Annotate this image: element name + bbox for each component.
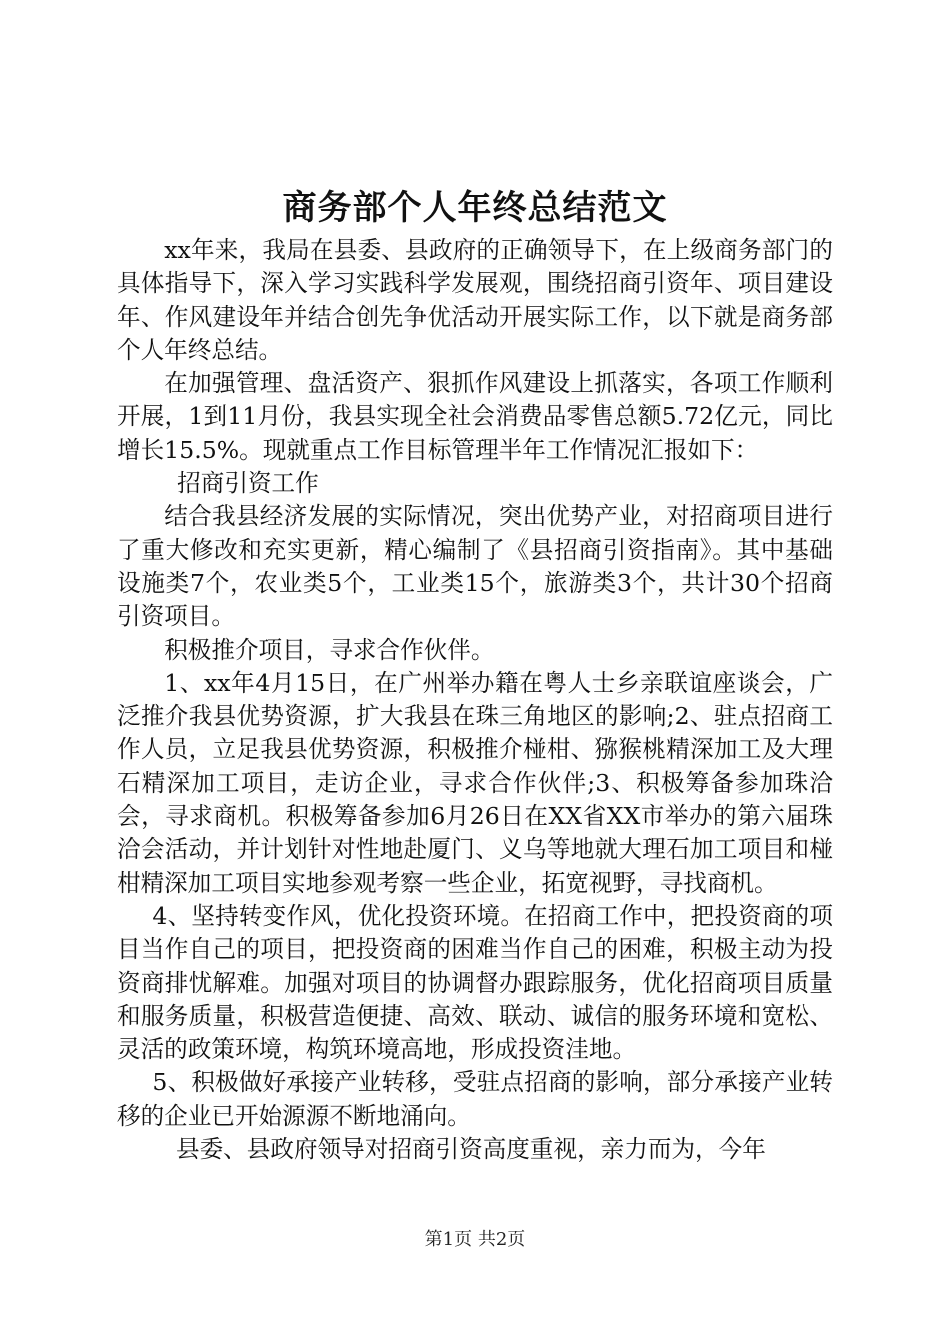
section-heading-investment: 招商引资工作 — [177, 469, 319, 498]
paragraph-intro: xx年来，我局在县委、县政府的正确领导下，在上级商务部门的具体指导下，深入学习实践科学发展观，围绕招商引资年、项目建设年、作风建设年并结合创先争优活动开展实际工作，以下就是商务部个人年终总结。 — [117, 236, 833, 364]
document-body — [117, 234, 833, 1166]
paragraph-investment-guide: 结合我县经济发展的实际情况，突出优势产业，对招商项目进行了重大修改和充实更新，精心编制了《县招商引资指南》。其中基础设施类7个，农业类5个，工业类15个，旅游类3个，共计30个招商引资项目。 — [117, 502, 833, 631]
page-footer: 第1页 共2页 — [424, 1229, 526, 1250]
paragraph-overview: 在加强管理、盘活资产、狠抓作风建设上抓落实，各项工作顺利开展，1到11月份，我县实现全社会消费品零售总额5.72亿元，同比增长15.5%。现就重点工作目标管理半年工作情况汇报如下： — [117, 369, 833, 464]
paragraph-item-5: 5、积极做好承接产业转移，受驻点招商的影响，部分承接产业转移的企业已开始源源不断地涌向。 — [117, 1068, 833, 1130]
paragraph-item-1-3: 1、xx年4月15日，在广州举办籍在粤人士乡亲联谊座谈会，广泛推介我县优势资源，扩大我县在珠三角地区的影响;2、驻点招商工作人员，立足我县优势资源，积极推介椪柑、猕猴桃精深加工及大理石精深加工项目，走访企业，寻求合作伙伴;3、积极筹备参加珠洽会，寻求商机。积极筹备参加6月26日在XX省XX市举办的第六届珠洽会活动，并计划针对性地赴厦门、义乌等地就大理石加工项目和椪柑精深加工项目实地参观考察一些企业，拓宽视野，寻找商机。 — [117, 668, 833, 897]
document-title: 商务部个人年终总结范文 — [282, 188, 668, 228]
paragraph-item-4: 4、坚持转变作风，优化投资环境。在招商工作中，把投资商的项目当作自己的项目，把投资商的困难当作自己的困难，积极主动为投资商排忧解难。加强对项目的协调督办跟踪服务，优化招商项目质量和服务质量，积极营造便捷、高效、联动、诚信的服务环境和宽松、灵活的政策环境，构筑环境高地，形成投资洼地。 — [117, 901, 833, 1064]
paragraph-promote-projects: 积极推介项目，寻求合作伙伴。 — [164, 635, 495, 664]
paragraph-leadership: 县委、县政府领导对招商引资高度重视，亲力而为，今年 — [176, 1135, 766, 1164]
